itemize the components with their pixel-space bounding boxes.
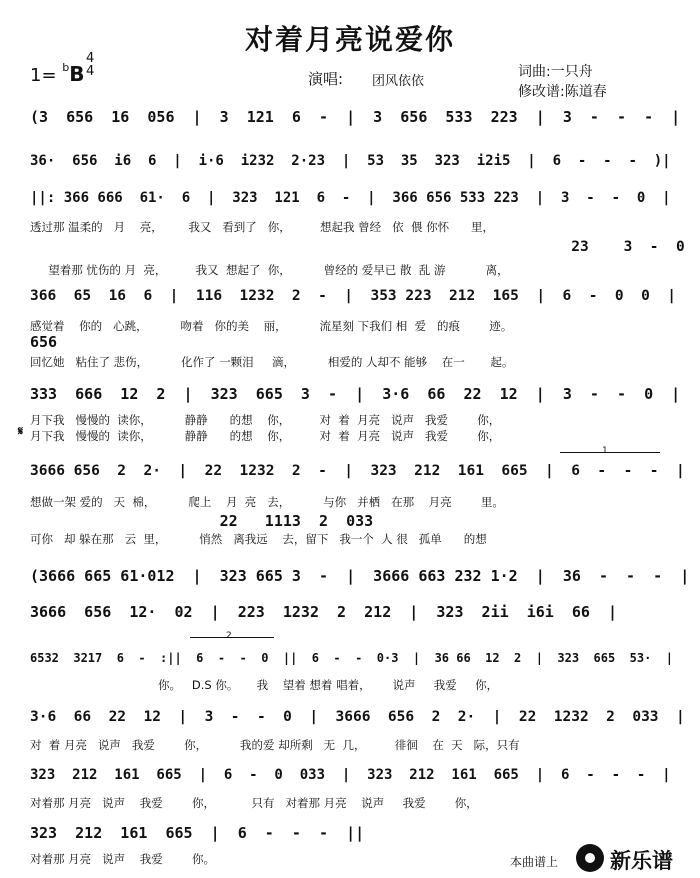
time-signature bbox=[86, 52, 94, 78]
lyricist: 词曲:一只舟 bbox=[518, 64, 593, 80]
lyric-line: 想做一架 爱的 天 棉， 爬上 月 亮 去， 与你 并栖 在那 月亮 里。 bbox=[30, 495, 504, 509]
volta-number-2: 2 bbox=[226, 631, 232, 641]
key-signature bbox=[30, 62, 85, 86]
notation-line: 3666 656 2 2· | 22 1232 2 - | 323 212 161 665 | 6 - - - | bbox=[30, 463, 685, 479]
footer-caption: 本曲谱上 bbox=[510, 855, 559, 869]
notation-line: 323 212 161 665 | 6 - 0 033 | 323 212 161 665 | 6 - - - | bbox=[30, 767, 671, 783]
lyric-line: 月下我 慢慢的 读你， 静静 的想 你， 对 着 月亮 说声 我爱 你， bbox=[30, 429, 501, 443]
lyric-line: 可你 却 躲在那 云 里， 悄然 离我远 去，留下 我一个 人 很 孤单 的想 bbox=[30, 532, 487, 546]
lyric-line: 回忆她 粘住了 悲伤， 化作了 一颗泪 滴， 相爱的 人却不 能够 在一 起。 bbox=[30, 355, 514, 369]
lyric-line: 望着那 忧伤的 月 亮， 我又 想起了 你， 曾经的 爱早已 散 乱 游 离， bbox=[30, 263, 509, 277]
time-top: 4 bbox=[86, 51, 95, 66]
lyric-line: 你。 D.S 你。 我 望着 想着 唱着， 说声 我爱 你， bbox=[30, 678, 499, 692]
key-letter: B bbox=[69, 62, 85, 86]
notation-line: 366 65 16 6 | 116 1232 2 - | 353 223 212 165 | 6 - 0 0 | bbox=[30, 288, 677, 304]
lyric-line: 对着那 月亮 说声 我爱 你， 只有 对着那 月亮 说声 我爱 你， bbox=[30, 796, 478, 810]
notation-line: 36· 656 i6 6 | i·6 i232 2·23 | 53 35 323 i2i5 | 6 - - - )| bbox=[30, 153, 671, 169]
notation-line: (3666 665 61·012 | 323 665 3 - | 3666 663 232 1·2 | 36 - - - | bbox=[30, 567, 690, 585]
score-editor: 修改谱:陈道春 bbox=[518, 84, 607, 100]
lyric-line: 透过那 温柔的 月 亮， 我又 看到了 你， 想起我 曾经 依 偎 你怀 里， bbox=[30, 220, 495, 234]
notation-line: 23 3 - 0 bbox=[30, 239, 685, 255]
credits bbox=[518, 62, 607, 102]
lyric-line: 对 着 月亮 说声 我爱 你， 我的爱 却所剩 无 几， 徘徊 在 天 际，只有 bbox=[30, 738, 520, 752]
lyric-line: 感觉着 你的 心跳， 吻着 你的美 丽， 流星刻 下我们 相 爱 的痕 迹。 bbox=[30, 319, 513, 333]
volta-number-1: 1 bbox=[602, 446, 608, 456]
volta-bracket-2 bbox=[190, 637, 274, 638]
notation-line: 3·6 66 22 12 | 3 - - 0 | 3666 656 2 2· | 22 1232 2 033 | bbox=[30, 709, 685, 725]
time-bottom: 4 bbox=[86, 64, 95, 79]
key-prefix: 1= bbox=[30, 65, 57, 86]
segno-mark: 𝄋 bbox=[18, 424, 24, 438]
notation-line: 3666 656 12· 02 | 223 1232 2 212 | 323 2ii i6i 66 | bbox=[30, 603, 617, 621]
site-logo: 新乐谱 bbox=[610, 849, 673, 873]
notation-line: ||: 366 666 61· 6 | 323 121 6 - | 366 656 533 223 | 3 - - 0 | bbox=[30, 190, 671, 206]
lyric-line: 对着那 月亮 说声 我爱 你。 bbox=[30, 852, 215, 866]
key-flat: b bbox=[62, 61, 70, 74]
score-title: 对着月亮说爱你 bbox=[244, 23, 455, 56]
vinyl-record-icon bbox=[576, 844, 604, 872]
notation-line: 22 1113 2 033 bbox=[30, 512, 374, 530]
notation-line: 656 bbox=[30, 333, 58, 351]
singer-name: 团风依依 bbox=[372, 74, 425, 89]
notation-line: (3 656 16 056 | 3 121 6 - | 3 656 533 223 | 3 - - - | bbox=[30, 108, 681, 126]
notation-line: 323 212 161 665 | 6 - - - || bbox=[30, 824, 365, 842]
notation-line: 6532 3217 6 - :|| 6 - - 0 || 6 - - 0·3 | 36 66 12 2 | 323 665 53· | bbox=[30, 651, 673, 665]
notation-line: 333 666 12 2 | 323 665 3 - | 3·6 66 22 12 | 3 - - 0 | bbox=[30, 385, 681, 403]
lyric-line: 月下我 慢慢的 读你， 静静 的想 你， 对 着 月亮 说声 我爱 你， bbox=[30, 413, 501, 427]
singer-label: 演唱: bbox=[308, 70, 344, 88]
volta-bracket-1 bbox=[560, 452, 660, 453]
